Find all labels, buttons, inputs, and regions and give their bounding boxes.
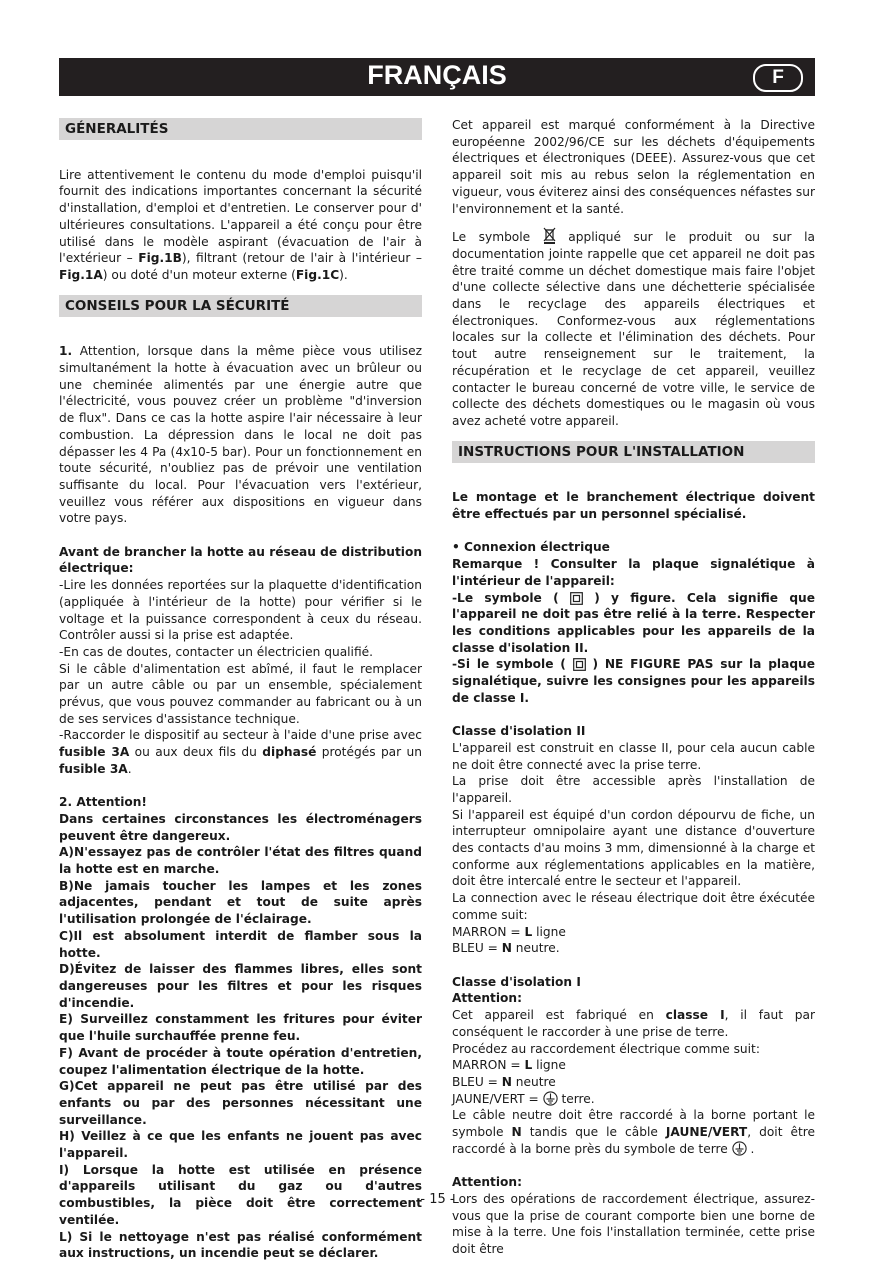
classe-2-p1: L'appareil est construit en classe II, pour cela aucun cable ne doit être connecté avec la prise terre.: [452, 740, 815, 772]
language-badge: F: [753, 64, 803, 92]
classe-2-p3: Si l'appareil est équipé d'un cordon dépourvu de fiche, un interrupteur omnipolaire ayant une distance d'ouverture des contacts d'au moins 3 mm, dimensionné à la charge et conforme aux réglementations applicables en la matière, doit être intercalé entre le secteur et l'appareil.: [452, 807, 815, 889]
remarque: Remarque ! Consulter la plaque signalétique à l'intérieur de l'appareil:: [452, 557, 815, 588]
le-symbole-paragraph: -Le symbole ( ) y figure. Cela signifie que l'appareil ne doit pas être relié à la terre. Respecter les conditions applicables pour les appareils de la classe d'isolation II.: [452, 590, 815, 655]
conseils-paragraph-1: 1. Attention, lorsque dans la même pièce vous utilisez simultanément la hotte à évacuation avec un brûleur ou une cheminée alimentés par une énergie autre que l'électricité, vous pouvez créer un problème "d'inversion de flux". Dans ce cas la hotte aspire l'air nécessaire à leur combustion. La dépression dans le local ne doit pas dépasser les 4 Pa (4x10-5 bar). Pour un fonctionnement en toute sécurité, n'oubliez pas de prévoir une ventilation suffisante du local. Pour l'évacuation vers l'extérieur, veuillez vous référer aux dispositions en vigueur dans votre pays.: [59, 344, 422, 526]
page-title: FRANÇAIS: [367, 60, 507, 90]
crossed-bin-icon: [543, 227, 556, 244]
page-header: [59, 58, 815, 96]
montage-paragraph: Le montage et le branchement électrique doivent être effectués par un personnel spécialisé.: [452, 490, 815, 522]
en-cas-doutes: -En cas de doutes, contacter un électricien qualifié.: [59, 644, 373, 659]
generalites-paragraph: Lire attentivement le contenu du mode d'emploi puisqu'il fournit des indications importantes concernant la sécurité d'installation, d'emploi et d'entretien. Le conserver pour d' ultérieures consultations. L'appareil a été conçu pour être utilisé dans le modèle aspirant (évacuation de l'air à l'extérieur – Fig.1B), filtrant (retour de l'air à l'intérieur – Fig.1A) ou doté d'un moteur externe (Fig.1C).: [59, 167, 422, 282]
earth-ground-icon: [732, 1141, 747, 1156]
double-insulation-icon: [570, 592, 583, 605]
raccorder: -Raccorder le dispositif au secteur à l'aide d'une prise avec fusible 3A ou aux deux fils du diphasé protégés par un fusible 3A.: [59, 728, 423, 776]
page-number: - 15 -: [420, 1192, 455, 1207]
bleu-neutre: BLEU = N neutre.: [452, 941, 560, 956]
attention-3: Attention:: [452, 1175, 522, 1190]
item-a: A)N'essayez pas de contrôler l'état des filtres quand la hotte est en marche.: [59, 845, 422, 877]
item-c: C)Il est absolument interdit de flamber sous la hotte.: [59, 928, 422, 960]
item-l: L) Si le nettoyage n'est pas réalisé conformément aux instructions, un incendie peut se déclarer.: [59, 1229, 422, 1261]
avant-brancher: Avant de brancher la hotte au réseau de distribution électrique:: [59, 544, 422, 576]
last-paragraph: Lors des opérations de raccordement électrique, assurez-vous que la prise de courant comporte bien une borne de mise à la terre. Une fois l'installation terminée, cette prise doit être: [452, 1191, 815, 1256]
classe-2-p4: La connection avec le réseau électrique doit être éxécutée comme suit:: [452, 891, 815, 922]
marron-ligne-2: MARRON = L ligne: [452, 1058, 566, 1073]
deee-paragraph: Cet appareil est marqué conformément à la Directive européenne 2002/96/CE sur les déchets d'équipements électriques et électroniques (DEEE). Assurez-vous que cet appareil soit mis au rebus selon la réglementation en vigueur, vous éviterez ainsi des conséquences néfastes sur l'environnement et la santé.: [452, 118, 815, 216]
symbole-paragraph: Le symbole appliqué sur le produit ou sur la documentation jointe rappelle que cet appareil ne doit pas être traité comme un déchet domestique mais faire l'objet d'une collecte sélective dans une déchetterie spécialisée dans le recyclage des appareils électriques et électroniques. Conformez-vous aux réglementations locales sur la collecte et l'élimination des déchets. Pour tout autre renseignement sur le traitement, la récupération et le recyclage de cet appareil, veuillez contacter le bureau concerné de votre ville, le service de collecte des déchets domestiques ou le magasin où vous avez acheté votre appareil.: [452, 227, 815, 429]
cable-neutre-paragraph: Le câble neutre doit être raccordé à la borne portant le symbole N tandis que le câble JAUNE/VERT, doit être raccordé à la borne près du symbole de terre .: [452, 1108, 816, 1156]
si-le-symbole-paragraph: -Si le symbole ( ) NE FIGURE PAS sur la plaque signalétique, suivre les consignes pour les appareils de classe I.: [452, 657, 815, 705]
section-heading-installation: INSTRUCTIONS POUR L'INSTALLATION: [452, 441, 815, 463]
section-heading-conseils: CONSEILS POUR LA SÉCURITÉ: [59, 295, 422, 317]
jaune-vert: JAUNE/VERT = terre.: [452, 1091, 595, 1106]
item-g: G)Cet appareil ne peut pas être utilisé par des enfants ou par des personnes nécessitant une surveillance.: [59, 1079, 422, 1127]
attention-2: 2. Attention!: [59, 795, 147, 810]
connexion-electrique: • Connexion électrique: [452, 540, 610, 555]
classe-1-attention: Attention:: [452, 991, 522, 1006]
procedez: Procédez au raccordement électrique comme suit:: [452, 1041, 760, 1056]
double-insulation-icon: [573, 658, 586, 671]
item-b: B)Ne jamais toucher les lampes et les zones adjacentes, pendant et tout de suite après l'utilisation prolongée de l'éclairage.: [59, 878, 422, 927]
classe-2-title: Classe d'isolation II: [452, 724, 586, 739]
right-column: [452, 117, 815, 1258]
item-d: D)Évitez de laisser des flammes libres, elles sont dangereuses pour les filtres et pour les risques d'incendie.: [59, 962, 422, 1010]
classe-1-p1: Cet appareil est fabriqué en classe I, il faut par conséquent le raccorder à une prise de terre.: [452, 1008, 815, 1039]
section-heading-generalites: GÉNERALITÉS: [59, 118, 422, 140]
lire-donnees: -Lire les données reportées sur la plaquette d'identification (appliquée à l'intérieur de la hotte) pour vérifier si le voltage et la puissance correspondent à ceux du réseau. Contrôler aussi si la prise est adaptée.: [59, 578, 422, 643]
classe-2-p2: La prise doit être accessible après l'installation de l'appareil.: [452, 774, 815, 805]
left-column: [59, 117, 422, 1262]
cable-abime: Si le câble d'alimentation est abîmé, il faut le remplacer par un autre câble ou par un ensemble, spécialement prévus, que vous pouvez commander au fabricant ou à un de ses services d'assistance technique.: [59, 661, 422, 726]
classe-1-title: Classe d'isolation I: [452, 974, 581, 989]
item-h: H) Veillez à ce que les enfants ne jouent pas avec l'appareil.: [59, 1129, 422, 1161]
earth-ground-icon: [543, 1091, 558, 1106]
item-f: F) Avant de procéder à toute opération d'entretien, coupez l'alimentation électrique de la hotte.: [59, 1045, 422, 1077]
circonstances: Dans certaines circonstances les électroménagers peuvent être dangereux.: [59, 811, 422, 843]
bleu-neutre-2: BLEU = N neutre: [452, 1074, 556, 1089]
marron-ligne: MARRON = L ligne: [452, 924, 566, 939]
item-i: I) Lorsque la hotte est utilisée en présence d'appareils utilisant du gaz ou d'autres combustibles, la pièce doit être correctement ventilée.: [59, 1162, 422, 1227]
item-e: E) Surveillez constamment les fritures pour éviter que l'huile surchauffée prenne feu.: [59, 1012, 422, 1044]
